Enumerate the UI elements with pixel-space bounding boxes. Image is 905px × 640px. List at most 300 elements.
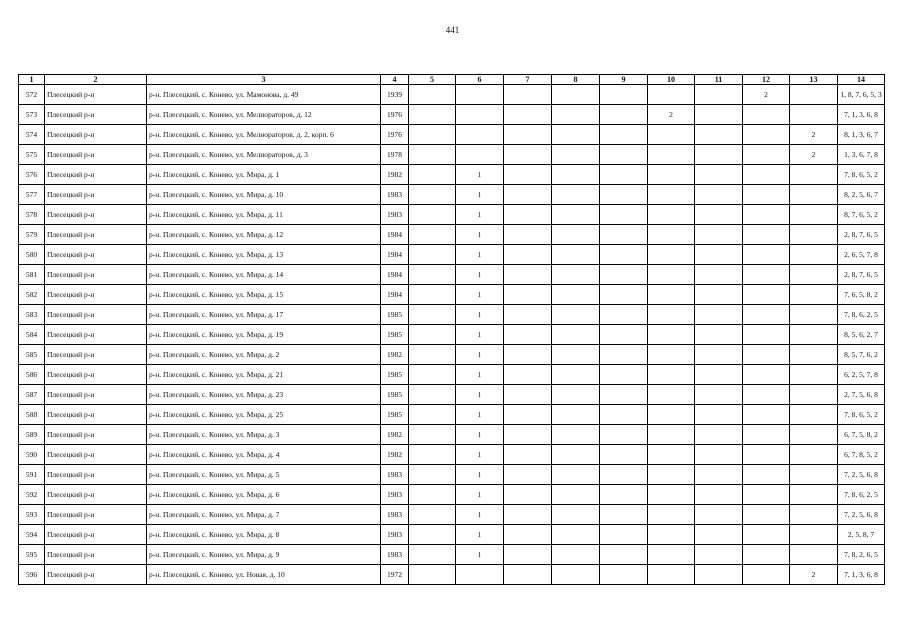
- table-row: [19, 485, 885, 505]
- col5-cell: [409, 105, 456, 125]
- col6-cell: 1: [456, 325, 504, 345]
- col6-cell: 1: [456, 265, 504, 285]
- row-number-cell: 577: [19, 185, 45, 205]
- col8-cell: [552, 185, 600, 205]
- col7-cell: [504, 85, 552, 105]
- year-cell: 1983: [381, 485, 409, 505]
- col12-cell: [743, 565, 790, 585]
- address-cell: р-н. Плесецкий, с. Конево, ул. Мира, д. 12: [147, 225, 381, 245]
- col5-cell: [409, 345, 456, 365]
- address-cell: р-н. Плесецкий, с. Конево, ул. Мира, д. 5: [147, 465, 381, 485]
- col6-cell: 1: [456, 545, 504, 565]
- year-cell: 1983: [381, 205, 409, 225]
- district-cell: Плесецкий р-н: [45, 465, 147, 485]
- col8-cell: [552, 85, 600, 105]
- col5-cell: [409, 505, 456, 525]
- table-row: [19, 385, 885, 405]
- year-cell: 1985: [381, 365, 409, 385]
- district-cell: Плесецкий р-н: [45, 205, 147, 225]
- col7-cell: [504, 145, 552, 165]
- col14-cell: 7, 8, 2, 6, 5: [838, 545, 885, 565]
- district-cell: Плесецкий р-н: [45, 485, 147, 505]
- col6-cell: 1: [456, 185, 504, 205]
- col5-cell: [409, 405, 456, 425]
- col7-cell: [504, 545, 552, 565]
- col8-cell: [552, 405, 600, 425]
- col13-cell: [790, 365, 838, 385]
- address-cell: р-н. Плесецкий, с. Конево, ул. Новая, д. 10: [147, 565, 381, 585]
- year-cell: 1984: [381, 265, 409, 285]
- year-cell: 1982: [381, 165, 409, 185]
- row-number-cell: 587: [19, 385, 45, 405]
- row-number-cell: 579: [19, 225, 45, 245]
- row-number-cell: 572: [19, 85, 45, 105]
- col5-cell: [409, 85, 456, 105]
- column-header: 14: [838, 75, 885, 85]
- address-cell: р-н. Плесецкий, с. Конево, ул. Мира, д. 6: [147, 485, 381, 505]
- col5-cell: [409, 125, 456, 145]
- col9-cell: [600, 145, 648, 165]
- district-cell: Плесецкий р-н: [45, 185, 147, 205]
- district-cell: Плесецкий р-н: [45, 545, 147, 565]
- col8-cell: [552, 365, 600, 385]
- year-cell: 1983: [381, 185, 409, 205]
- table-row: [19, 265, 885, 285]
- col11-cell: [695, 545, 743, 565]
- col7-cell: [504, 465, 552, 485]
- col11-cell: [695, 105, 743, 125]
- col11-cell: [695, 465, 743, 485]
- col10-cell: 2: [648, 105, 695, 125]
- col9-cell: [600, 405, 648, 425]
- col9-cell: [600, 425, 648, 445]
- table-row: [19, 425, 885, 445]
- col14-cell: 7, 2, 5, 6, 8: [838, 505, 885, 525]
- table-row: [19, 245, 885, 265]
- col9-cell: [600, 265, 648, 285]
- col8-cell: [552, 525, 600, 545]
- col13-cell: [790, 405, 838, 425]
- col9-cell: [600, 345, 648, 365]
- table-row: [19, 565, 885, 585]
- col6-cell: 1: [456, 385, 504, 405]
- col13-cell: [790, 105, 838, 125]
- table-row: [19, 305, 885, 325]
- district-cell: Плесецкий р-н: [45, 565, 147, 585]
- col5-cell: [409, 485, 456, 505]
- col10-cell: [648, 125, 695, 145]
- col6-cell: 1: [456, 205, 504, 225]
- address-cell: р-н. Плесецкий, с. Конево, ул. Мира, д. 7: [147, 505, 381, 525]
- table-row: [19, 345, 885, 365]
- col12-cell: [743, 525, 790, 545]
- col12-cell: 2: [743, 85, 790, 105]
- col8-cell: [552, 225, 600, 245]
- col5-cell: [409, 565, 456, 585]
- col6-cell: 1: [456, 225, 504, 245]
- col5-cell: [409, 245, 456, 265]
- address-cell: р-н. Плесецкий, с. Конево, ул. Мира, д. 15: [147, 285, 381, 305]
- col11-cell: [695, 445, 743, 465]
- col13-cell: 2: [790, 125, 838, 145]
- year-cell: 1985: [381, 325, 409, 345]
- year-cell: 1985: [381, 385, 409, 405]
- row-number-cell: 588: [19, 405, 45, 425]
- col7-cell: [504, 425, 552, 445]
- col12-cell: [743, 345, 790, 365]
- col13-cell: [790, 485, 838, 505]
- year-cell: 1972: [381, 565, 409, 585]
- col13-cell: [790, 165, 838, 185]
- year-cell: 1983: [381, 505, 409, 525]
- col14-cell: 6, 7, 5, 8, 2: [838, 425, 885, 445]
- col12-cell: [743, 325, 790, 345]
- year-cell: 1982: [381, 445, 409, 465]
- col8-cell: [552, 245, 600, 265]
- col12-cell: [743, 365, 790, 385]
- col10-cell: [648, 345, 695, 365]
- col13-cell: [790, 85, 838, 105]
- district-cell: Плесецкий р-н: [45, 325, 147, 345]
- table-row: [19, 105, 885, 125]
- col11-cell: [695, 405, 743, 425]
- col10-cell: [648, 305, 695, 325]
- col7-cell: [504, 265, 552, 285]
- col8-cell: [552, 345, 600, 365]
- col10-cell: [648, 285, 695, 305]
- col13-cell: [790, 225, 838, 245]
- col13-cell: [790, 265, 838, 285]
- col8-cell: [552, 205, 600, 225]
- district-cell: Плесецкий р-н: [45, 345, 147, 365]
- col9-cell: [600, 285, 648, 305]
- col13-cell: [790, 345, 838, 365]
- col8-cell: [552, 485, 600, 505]
- col12-cell: [743, 125, 790, 145]
- year-cell: 1985: [381, 405, 409, 425]
- col11-cell: [695, 285, 743, 305]
- col8-cell: [552, 325, 600, 345]
- column-header: 3: [147, 75, 381, 85]
- col8-cell: [552, 165, 600, 185]
- col7-cell: [504, 105, 552, 125]
- col14-cell: 7, 6, 5, 8, 2: [838, 285, 885, 305]
- col10-cell: [648, 565, 695, 585]
- address-cell: р-н. Плесецкий, с. Конево, ул. Мира, д. 14: [147, 265, 381, 285]
- col11-cell: [695, 305, 743, 325]
- row-number-cell: 590: [19, 445, 45, 465]
- district-cell: Плесецкий р-н: [45, 525, 147, 545]
- col14-cell: 2, 8, 7, 6, 5: [838, 225, 885, 245]
- district-cell: Плесецкий р-н: [45, 305, 147, 325]
- district-cell: Плесецкий р-н: [45, 285, 147, 305]
- district-cell: Плесецкий р-н: [45, 225, 147, 245]
- col7-cell: [504, 325, 552, 345]
- col6-cell: 1: [456, 365, 504, 385]
- col14-cell: 7, 8, 6, 2, 5: [838, 485, 885, 505]
- row-number-cell: 592: [19, 485, 45, 505]
- col6-cell: [456, 125, 504, 145]
- row-number-cell: 583: [19, 305, 45, 325]
- col13-cell: 2: [790, 145, 838, 165]
- col14-cell: 2, 7, 5, 6, 8: [838, 385, 885, 405]
- col10-cell: [648, 465, 695, 485]
- table-row: [19, 545, 885, 565]
- col11-cell: [695, 185, 743, 205]
- col7-cell: [504, 305, 552, 325]
- col7-cell: [504, 185, 552, 205]
- table-row: [19, 85, 885, 105]
- address-cell: р-н. Плесецкий, с. Конево, ул. Мира, д. 4: [147, 445, 381, 465]
- col9-cell: [600, 445, 648, 465]
- column-header: 4: [381, 75, 409, 85]
- district-cell: Плесецкий р-н: [45, 145, 147, 165]
- col8-cell: [552, 565, 600, 585]
- col10-cell: [648, 225, 695, 245]
- col6-cell: [456, 565, 504, 585]
- col6-cell: 1: [456, 285, 504, 305]
- row-number-cell: 582: [19, 285, 45, 305]
- col9-cell: [600, 205, 648, 225]
- address-cell: р-н. Плесецкий, с. Конево, ул. Мира, д. 3: [147, 425, 381, 445]
- year-cell: 1983: [381, 525, 409, 545]
- col11-cell: [695, 345, 743, 365]
- col12-cell: [743, 545, 790, 565]
- col13-cell: [790, 525, 838, 545]
- col8-cell: [552, 465, 600, 485]
- col13-cell: [790, 205, 838, 225]
- year-cell: 1984: [381, 285, 409, 305]
- col9-cell: [600, 545, 648, 565]
- row-number-cell: 575: [19, 145, 45, 165]
- address-cell: р-н. Плесецкий, с. Конево, ул. Мира, д. 25: [147, 405, 381, 425]
- header-row: [19, 75, 885, 85]
- col14-cell: 7, 8, 6, 5, 2: [838, 165, 885, 185]
- table-row: [19, 465, 885, 485]
- col5-cell: [409, 445, 456, 465]
- col11-cell: [695, 205, 743, 225]
- col5-cell: [409, 145, 456, 165]
- col14-cell: 6, 7, 8, 5, 2: [838, 445, 885, 465]
- row-number-cell: 578: [19, 205, 45, 225]
- col12-cell: [743, 285, 790, 305]
- col9-cell: [600, 245, 648, 265]
- col5-cell: [409, 205, 456, 225]
- col5-cell: [409, 305, 456, 325]
- col14-cell: 6, 2, 5, 7, 8: [838, 365, 885, 385]
- col8-cell: [552, 265, 600, 285]
- col11-cell: [695, 125, 743, 145]
- col9-cell: [600, 85, 648, 105]
- col6-cell: 1: [456, 405, 504, 425]
- col5-cell: [409, 225, 456, 245]
- col12-cell: [743, 205, 790, 225]
- col12-cell: [743, 245, 790, 265]
- col14-cell: 7, 8, 6, 2, 5: [838, 305, 885, 325]
- col14-cell: 7, 1, 3, 6, 8: [838, 565, 885, 585]
- col10-cell: [648, 385, 695, 405]
- col14-cell: 1, 8, 7, 6, 5, 3: [838, 85, 885, 105]
- col10-cell: [648, 185, 695, 205]
- year-cell: 1978: [381, 145, 409, 165]
- address-cell: р-н. Плесецкий, с. Конево, ул. Мира, д. 8: [147, 525, 381, 545]
- row-number-cell: 574: [19, 125, 45, 145]
- col5-cell: [409, 525, 456, 545]
- col10-cell: [648, 265, 695, 285]
- col10-cell: [648, 505, 695, 525]
- col12-cell: [743, 505, 790, 525]
- col5-cell: [409, 545, 456, 565]
- col6-cell: 1: [456, 525, 504, 545]
- col11-cell: [695, 165, 743, 185]
- col7-cell: [504, 405, 552, 425]
- year-cell: 1984: [381, 245, 409, 265]
- col11-cell: [695, 485, 743, 505]
- col12-cell: [743, 485, 790, 505]
- address-cell: р-н. Плесецкий, с. Конево, ул. Мира, д. 11: [147, 205, 381, 225]
- col13-cell: 2: [790, 565, 838, 585]
- col12-cell: [743, 425, 790, 445]
- address-cell: р-н. Плесецкий, с. Конево, ул. Мира, д. 23: [147, 385, 381, 405]
- col9-cell: [600, 165, 648, 185]
- col14-cell: 8, 7, 6, 5, 2: [838, 205, 885, 225]
- row-number-cell: 595: [19, 545, 45, 565]
- address-cell: р-н. Плесецкий, с. Конево, ул. Мира, д. 10: [147, 185, 381, 205]
- district-cell: Плесецкий р-н: [45, 365, 147, 385]
- col9-cell: [600, 325, 648, 345]
- col10-cell: [648, 445, 695, 465]
- district-cell: Плесецкий р-н: [45, 505, 147, 525]
- table-row: [19, 405, 885, 425]
- col10-cell: [648, 205, 695, 225]
- page-number: 441: [445, 25, 460, 35]
- col9-cell: [600, 125, 648, 145]
- col14-cell: 7, 1, 3, 6, 8: [838, 105, 885, 125]
- col7-cell: [504, 345, 552, 365]
- col11-cell: [695, 265, 743, 285]
- district-cell: Плесецкий р-н: [45, 165, 147, 185]
- address-cell: р-н. Плесецкий, с. Конево, ул. Мелиораторов, д. 3: [147, 145, 381, 165]
- col5-cell: [409, 385, 456, 405]
- col9-cell: [600, 485, 648, 505]
- col11-cell: [695, 325, 743, 345]
- year-cell: 1985: [381, 305, 409, 325]
- address-cell: р-н. Плесецкий, с. Конево, ул. Мира, д. 1: [147, 165, 381, 185]
- col9-cell: [600, 465, 648, 485]
- col8-cell: [552, 545, 600, 565]
- col6-cell: 1: [456, 465, 504, 485]
- year-cell: 1983: [381, 545, 409, 565]
- col9-cell: [600, 385, 648, 405]
- address-cell: р-н. Плесецкий, с. Конево, ул. Мелиораторов, д. 2, корп. 6: [147, 125, 381, 145]
- col13-cell: [790, 445, 838, 465]
- col8-cell: [552, 385, 600, 405]
- table-row: [19, 525, 885, 545]
- col7-cell: [504, 165, 552, 185]
- address-cell: р-н. Плесецкий, с. Конево, ул. Мира, д. 13: [147, 245, 381, 265]
- column-header: 13: [790, 75, 838, 85]
- col8-cell: [552, 145, 600, 165]
- col14-cell: 2, 6, 5, 7, 8: [838, 245, 885, 265]
- address-cell: р-н. Плесецкий, с. Конево, ул. Мира, д. 19: [147, 325, 381, 345]
- col10-cell: [648, 525, 695, 545]
- district-cell: Плесецкий р-н: [45, 265, 147, 285]
- col12-cell: [743, 105, 790, 125]
- col12-cell: [743, 385, 790, 405]
- address-cell: р-н. Плесецкий, с. Конево, ул. Мамонова, д. 49: [147, 85, 381, 105]
- col7-cell: [504, 125, 552, 145]
- col6-cell: [456, 105, 504, 125]
- col10-cell: [648, 365, 695, 385]
- col5-cell: [409, 425, 456, 445]
- col10-cell: [648, 405, 695, 425]
- col7-cell: [504, 225, 552, 245]
- col5-cell: [409, 165, 456, 185]
- col11-cell: [695, 505, 743, 525]
- col9-cell: [600, 105, 648, 125]
- table-row: [19, 325, 885, 345]
- col10-cell: [648, 425, 695, 445]
- col8-cell: [552, 425, 600, 445]
- table-row: [19, 365, 885, 385]
- col14-cell: 8, 1, 3, 6, 7: [838, 125, 885, 145]
- table-row: [19, 205, 885, 225]
- col14-cell: 1, 3, 6, 7, 8: [838, 145, 885, 165]
- col14-cell: 8, 2, 5, 6, 7: [838, 185, 885, 205]
- col12-cell: [743, 465, 790, 485]
- address-cell: р-н. Плесецкий, с. Конево, ул. Мира, д. 9: [147, 545, 381, 565]
- col6-cell: 1: [456, 505, 504, 525]
- col11-cell: [695, 85, 743, 105]
- column-header: 1: [19, 75, 45, 85]
- col13-cell: [790, 325, 838, 345]
- col8-cell: [552, 505, 600, 525]
- col6-cell: 1: [456, 165, 504, 185]
- row-number-cell: 594: [19, 525, 45, 545]
- col9-cell: [600, 225, 648, 245]
- year-cell: 1983: [381, 465, 409, 485]
- column-header: 11: [695, 75, 743, 85]
- district-cell: Плесецкий р-н: [45, 245, 147, 265]
- col13-cell: [790, 385, 838, 405]
- col7-cell: [504, 525, 552, 545]
- col7-cell: [504, 385, 552, 405]
- col12-cell: [743, 305, 790, 325]
- table-row: [19, 125, 885, 145]
- col6-cell: 1: [456, 245, 504, 265]
- col10-cell: [648, 145, 695, 165]
- col12-cell: [743, 165, 790, 185]
- col7-cell: [504, 445, 552, 465]
- col11-cell: [695, 385, 743, 405]
- col13-cell: [790, 285, 838, 305]
- row-number-cell: 580: [19, 245, 45, 265]
- year-cell: 1939: [381, 85, 409, 105]
- year-cell: 1982: [381, 425, 409, 445]
- table-row: [19, 285, 885, 305]
- col8-cell: [552, 285, 600, 305]
- col10-cell: [648, 545, 695, 565]
- table-row: [19, 505, 885, 525]
- col7-cell: [504, 485, 552, 505]
- col12-cell: [743, 405, 790, 425]
- col5-cell: [409, 265, 456, 285]
- col6-cell: 1: [456, 445, 504, 465]
- col13-cell: [790, 545, 838, 565]
- column-header: 12: [743, 75, 790, 85]
- col5-cell: [409, 185, 456, 205]
- column-header: 10: [648, 75, 695, 85]
